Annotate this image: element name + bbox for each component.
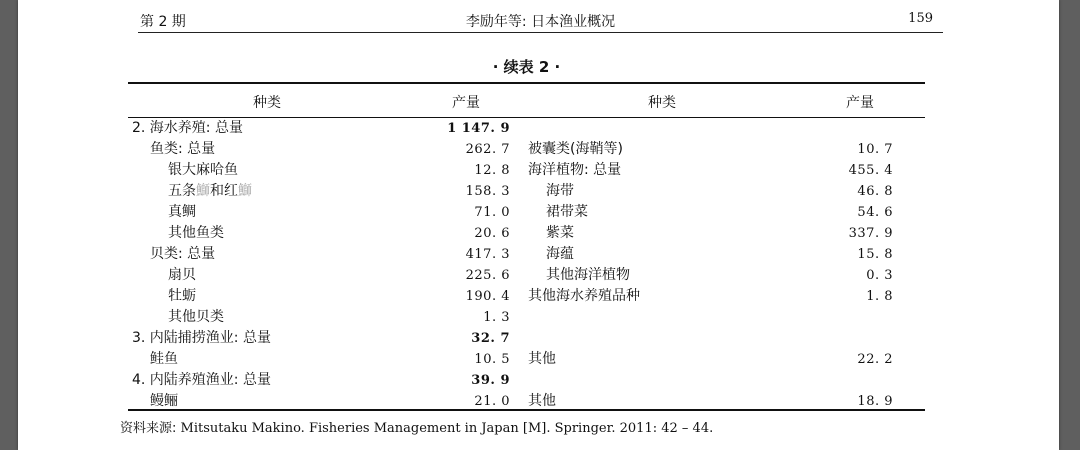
output-value: 12. 8 <box>474 163 510 178</box>
species-name: 2. 海水养殖: 总量 <box>132 120 243 136</box>
issue-number: 第 2 期 <box>140 14 186 30</box>
table-caption: · 续表 2 · <box>492 58 561 76</box>
species-name: 鳗鲡 <box>150 393 178 409</box>
output-value: 18. 9 <box>857 394 893 409</box>
table-row <box>128 244 925 265</box>
table-row <box>128 139 925 160</box>
running-title: 李励年等: 日本渔业概况 <box>465 14 616 30</box>
output-value: 190. 4 <box>465 289 510 304</box>
table-row <box>128 223 925 244</box>
output-value: 39. 9 <box>471 373 510 388</box>
species-name: 其他贝类 <box>168 309 224 325</box>
column-header-output-2: 产量 <box>846 95 874 111</box>
table-body <box>128 118 925 412</box>
output-value: 20. 6 <box>474 226 510 241</box>
species-name: 其他 <box>528 351 556 367</box>
output-value: 1. 8 <box>866 289 893 304</box>
species-name: 其他 <box>528 393 556 409</box>
species-name: 裙带菜 <box>546 204 588 220</box>
output-value: 32. 7 <box>471 331 510 346</box>
species-name <box>168 183 252 200</box>
output-value: 417. 3 <box>465 247 510 262</box>
column-header-species-1: 种类 <box>253 95 281 111</box>
source-label: 资料来源: <box>120 421 177 436</box>
species-name: 紫菜 <box>546 225 574 241</box>
output-value: 54. 6 <box>857 205 893 220</box>
output-value: 10. 7 <box>857 142 893 157</box>
column-header-output-1: 产量 <box>452 95 480 111</box>
species-name: 鲑鱼 <box>150 351 178 367</box>
source-citation: Mitsutaku Makino. Fisheries Management in Japan [M]. Springer. 2011: 42 – 44. <box>176 421 714 436</box>
output-value: 455. 4 <box>848 163 893 178</box>
species-name: 4. 内陆养殖渔业: 总量 <box>132 372 271 388</box>
species-name: 其他鱼类 <box>168 225 224 241</box>
column-header-species-2: 种类 <box>648 95 676 111</box>
table-row <box>128 118 925 139</box>
output-value: 10. 5 <box>474 352 510 367</box>
table-row <box>128 328 925 349</box>
species-name-part: 五条 <box>168 183 196 199</box>
table-row <box>128 286 925 307</box>
species-name: 其他海洋植物 <box>546 267 630 283</box>
output-value: 225. 6 <box>465 268 510 283</box>
table-row <box>128 202 925 223</box>
species-name-part: 鰤 <box>196 183 210 199</box>
species-name: 海蕴 <box>546 246 574 262</box>
source-note <box>120 417 713 436</box>
species-name: 3. 内陆捕捞渔业: 总量 <box>132 330 271 346</box>
species-name: 贝类: 总量 <box>150 246 216 262</box>
output-value: 15. 8 <box>857 247 893 262</box>
table-top-rule <box>128 82 925 84</box>
species-name: 牡蛎 <box>168 288 196 304</box>
table-row <box>128 160 925 181</box>
species-name: 被囊类(海鞘等) <box>528 141 623 157</box>
output-value: 0. 3 <box>866 268 893 283</box>
output-value: 262. 7 <box>465 142 510 157</box>
table-row <box>128 265 925 286</box>
species-name: 其他海水养殖品种 <box>528 288 640 304</box>
table-row <box>128 349 925 370</box>
species-name: 鱼类: 总量 <box>150 141 216 157</box>
table-bottom-rule <box>128 409 925 411</box>
output-value: 1. 3 <box>483 310 510 325</box>
output-value: 158. 3 <box>465 184 510 199</box>
table-row <box>128 370 925 391</box>
running-header <box>138 8 943 33</box>
output-value: 22. 2 <box>857 352 893 367</box>
output-value: 71. 0 <box>474 205 510 220</box>
output-value: 46. 8 <box>857 184 893 199</box>
species-name: 真鲷 <box>168 204 196 220</box>
species-name-part: 和红 <box>210 183 238 199</box>
species-name: 扇贝 <box>168 267 196 283</box>
page-number: 159 <box>908 11 933 26</box>
species-name: 海洋植物: 总量 <box>528 162 622 178</box>
table-row <box>128 181 925 202</box>
species-name: 海带 <box>546 183 574 199</box>
species-name: 银大麻哈鱼 <box>168 162 238 178</box>
table-row <box>128 307 925 328</box>
output-value: 21. 0 <box>474 394 510 409</box>
species-name-part: 鰤 <box>238 183 252 199</box>
output-value: 337. 9 <box>848 226 893 241</box>
output-value: 1 147. 9 <box>447 121 510 136</box>
